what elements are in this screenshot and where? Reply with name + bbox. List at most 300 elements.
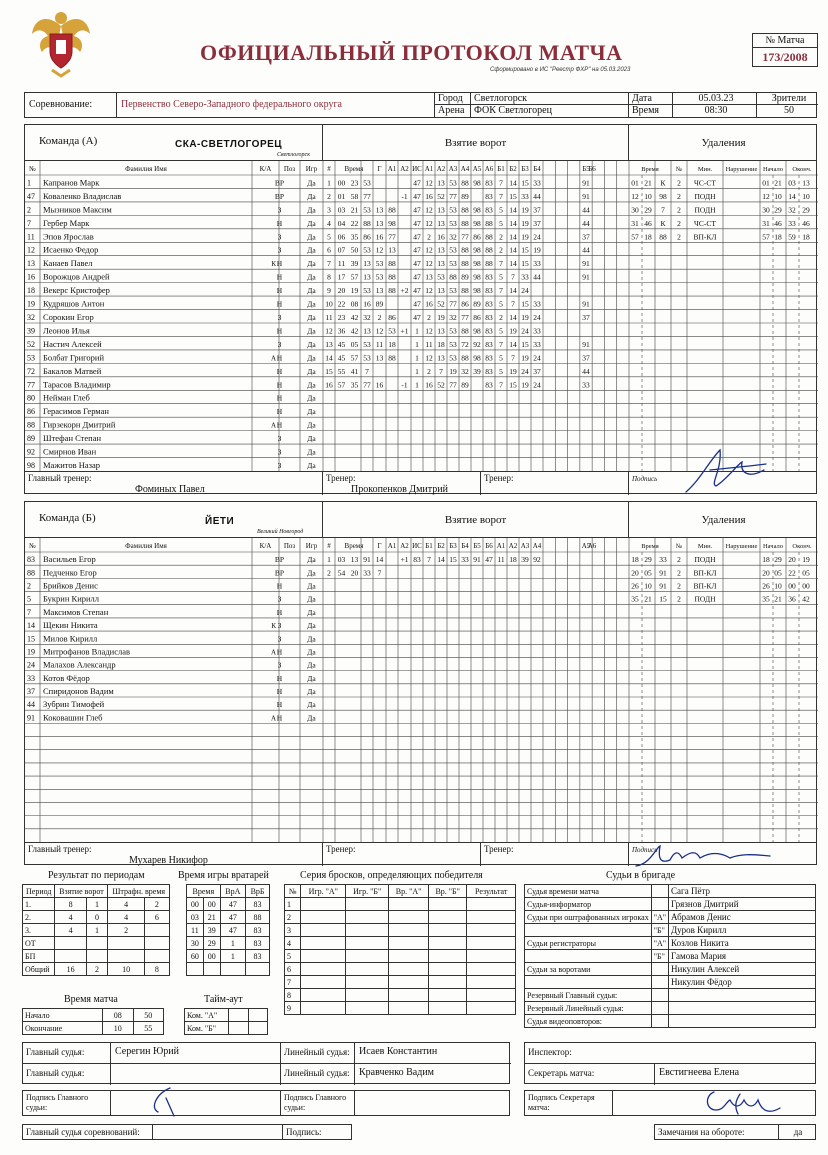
team-a-goal-cell: 88 [461, 178, 469, 188]
team-a-goal-cell: 19 [509, 366, 517, 376]
team-a-player-number: 39 [27, 326, 35, 336]
team-a-goal-cell: 13 [437, 259, 445, 269]
team-a-goal-cell: 1 [415, 326, 419, 336]
team-b-goal-col-header: А6 [587, 542, 597, 550]
team-a-player-plays: Да [307, 245, 316, 255]
shootout-cell [467, 911, 516, 924]
team-a-penalty-cell: 33 [788, 218, 796, 228]
ref-signatures-box [22, 1090, 510, 1116]
team-b-penalty-cell: 18 [631, 555, 639, 565]
team-a-goal-cell: 11 [325, 313, 333, 322]
team-b-penalties-title: Удаления [701, 514, 746, 526]
team-a-goal-cell: 12 [425, 218, 433, 228]
team-a-penalty-cell: 30 [762, 205, 770, 215]
team-a-goal-cell: 77 [388, 232, 396, 242]
team-a-goal-cell: 88 [461, 218, 469, 228]
team-a-player-number: 86 [27, 407, 35, 417]
team-a-goals-title: Взятие ворот [444, 137, 507, 149]
team-a-pen-col-header: Оконч. [792, 166, 812, 173]
team-b-goal-col-header: ИС [412, 542, 422, 550]
team-a-goal-cell: 7 [365, 366, 369, 376]
team-a-goal-cell: 15 [521, 245, 529, 255]
team-a-penalty-cell: 46 [644, 218, 652, 228]
team-b-player-col-header: Фамилия Имя [125, 542, 167, 550]
team-b-player-plays: Да [307, 581, 316, 591]
team-a-goal-cell: 7 [499, 339, 503, 349]
team-a-player-name: Сорокин Егор [43, 312, 94, 322]
shootout-col-header: Результат [467, 885, 516, 898]
team-a-goal-cell: 88 [388, 272, 396, 282]
team-a-goal-cell: 88 [461, 245, 469, 255]
team-a-goal-cell: 12 [425, 205, 433, 215]
team-b-penalty-cell: 15 [659, 594, 667, 604]
team-a-goal-cell: 14 [509, 245, 517, 255]
team-a-goal-cell: 1 [415, 380, 419, 390]
goalie-row [187, 924, 270, 937]
team-a-player-plays: Да [307, 461, 316, 470]
team-b-player-number: 37 [27, 687, 35, 696]
team-a-coach2-label: Тренер: [484, 473, 514, 483]
goalie-cell: 47 [220, 924, 245, 937]
sign-main-ref-cell [111, 1091, 281, 1115]
team-b-player-number: 5 [27, 594, 31, 604]
match-time-table [22, 1008, 164, 1035]
team-b-player-plays: Да [307, 621, 316, 631]
team-b-goal-cell: 54 [337, 568, 346, 578]
team-a-penalty-cell: 57 [762, 232, 770, 242]
shootout-cell [301, 911, 346, 924]
team-b-goal-col-header: А1 [387, 542, 397, 550]
team-b-penalty-cell: 19 [802, 555, 810, 565]
team-b-penalty-cell: 05 [774, 568, 782, 578]
team-a-goal-cell: 5 [499, 326, 503, 336]
team-a-goal-cell: 19 [521, 353, 529, 363]
team-a-goal-cell: 89 [461, 272, 469, 282]
team-b-penalty-cell: 35 [762, 594, 770, 604]
match-number-label: № Матча [753, 34, 817, 48]
team-a-player-name: Капранов Марк [43, 177, 100, 188]
team-a-goal-cell: 47 [413, 178, 421, 188]
team-b-player-role: А [270, 714, 276, 723]
team-a-player-role: А [270, 421, 276, 430]
team-a-player-name: Кудряшов Антон [43, 298, 105, 309]
team-b-coach-label: Тренер: [326, 844, 356, 854]
arena-value: ФОК Светлогорец [474, 105, 552, 116]
team-b-player-position: ВР [274, 555, 285, 565]
shootout-cell: 3 [285, 924, 301, 937]
goalie-col-header: ВрА [220, 885, 245, 898]
periods-cell: 1. [23, 898, 55, 911]
periods-row [23, 924, 170, 937]
team-a-goal-col-header: А6 [484, 165, 494, 173]
team-a-goal-cell: 88 [363, 218, 371, 228]
team-a-goal-cell: 5 [499, 353, 503, 363]
logo-player [56, 40, 66, 54]
team-a-goal-cell: 89 [375, 299, 384, 309]
team-a-player-plays: Да [307, 313, 316, 322]
goalie-cell: 83 [246, 950, 270, 963]
periods-cell [144, 924, 169, 937]
team-b-player-position: З [277, 621, 282, 631]
shootout-cell [346, 963, 389, 976]
goalie-cell: 83 [246, 898, 270, 911]
team-b-player-number: 19 [27, 647, 35, 657]
team-a-goal-cell: 89 [473, 299, 481, 309]
team-b-pen-col-header: Нарушение [725, 543, 758, 550]
team-a-player-plays: Да [307, 366, 316, 376]
team-a-goal-cell: 33 [533, 299, 541, 309]
team-b-name: ЙЕТИ [205, 516, 235, 527]
team-b-penalty-cell: ВП-КЛ [693, 568, 717, 578]
team-b-penalty-cell: 91 [659, 568, 667, 578]
time-value: 08:30 [704, 105, 728, 116]
team-b-player-role: К [271, 622, 276, 631]
periods-cell: 6 [144, 911, 169, 924]
match-time-title: Время матча [64, 994, 118, 1005]
team-a-goal-cell: 7 [511, 353, 515, 363]
linesman1-label: Линейный судья: [281, 1043, 355, 1064]
secretary-name: Евстигнеева Елена [659, 1067, 740, 1078]
shootout-row [285, 1002, 516, 1015]
team-a-goal-cell: 1 [415, 353, 419, 363]
goalie-cell: 83 [246, 924, 270, 937]
team-b-player-number: 83 [27, 555, 35, 565]
shootout-cell [467, 976, 516, 989]
team-a-goal-cell: 15 [509, 191, 517, 201]
city-arena-values [471, 93, 629, 117]
team-a-goal-cell: 33 [521, 272, 529, 282]
team-a-goal-cell: 05 [350, 339, 359, 349]
periods-cell: 0 [86, 911, 108, 924]
sign-secretary-label: Подпись Секретаря матча: [525, 1091, 613, 1115]
shootout-col-header: Вр. "А" [389, 885, 429, 898]
team-b-goal-col-header: А4 [532, 542, 542, 550]
sign-main-ref-label: Подпись Главного судьи: [23, 1091, 111, 1115]
team-b-goal-cell: 91 [473, 555, 481, 565]
team-b-penalty-cell: 05 [802, 568, 810, 578]
team-a-goal-cell: 77 [449, 191, 457, 201]
team-b-penalty-cell: 22 [788, 568, 796, 578]
team-a-goal-cell: 83 [485, 205, 493, 215]
team-a-goal-cell: 5 [499, 205, 503, 215]
brigade-row [525, 898, 816, 911]
team-a-player-number: 19 [27, 299, 35, 309]
team-a-goal-cell: 53 [449, 178, 457, 188]
brigade-side: "Б" [651, 950, 668, 963]
team-a-goal-cell: 72 [461, 339, 469, 349]
team-a-goal-cell: 13 [363, 326, 371, 336]
city-label: Город [435, 93, 470, 105]
team-a-player-position: З [277, 232, 282, 242]
team-b-player-number: 44 [27, 700, 35, 710]
team-a-player-plays: Да [307, 326, 316, 336]
shootout-cell [467, 963, 516, 976]
team-a-goal-cell: 2 [499, 313, 503, 322]
team-a-goal-cell: 24 [533, 353, 541, 363]
brigade-name: Грязнов Дмитрий [669, 898, 816, 911]
team-b-goal-cell: 7 [427, 555, 431, 565]
periods-cell: БП [23, 950, 55, 963]
periods-col-header: Взятие ворот [55, 885, 108, 898]
brigade-name [669, 1015, 816, 1028]
team-a-goal-cell: 5 [499, 218, 503, 228]
team-a-goal-cell: 86 [363, 232, 371, 242]
team-a-goal-cell: 9 [327, 286, 331, 296]
team-a-player-plays: Да [307, 286, 316, 296]
team-a-goal-cell: 2 [377, 313, 382, 322]
team-a-head-coach-cell [25, 472, 323, 495]
team-a-goal-cell: 15 [521, 339, 529, 349]
team-a-goal-cell: 86 [388, 313, 396, 322]
team-a-pen-title-cell [629, 125, 818, 160]
team-a-goal-col-header: Б5 [582, 165, 590, 173]
team-a-goal-cell: 44 [533, 272, 541, 282]
team-a-goal-cell: 37 [533, 366, 541, 376]
periods-cell [86, 950, 108, 963]
team-a-goal-cell: 14 [509, 286, 517, 296]
team-b-pen-title-cell [629, 502, 818, 537]
brigade-row [525, 1015, 816, 1028]
team-a-goal-col-header: Б1 [497, 165, 505, 173]
team-a-penalty-cell: ПОДН [694, 205, 716, 215]
team-b-goal-col-header: Б6 [485, 542, 493, 550]
team-b-goal-cell: 47 [485, 555, 493, 565]
team-a-goal-cell: 13 [437, 218, 445, 228]
team-b-goal-col-header: Б3 [449, 542, 457, 550]
team-a-goal-cell: 53 [363, 245, 371, 255]
team-a-goal-cell: 57 [337, 380, 346, 390]
team-a-player-position: З [277, 339, 282, 349]
team-a-player-number: 47 [27, 191, 35, 201]
team-b-goal-col-header: А5 [581, 542, 591, 550]
spectators-label: Зрители [757, 93, 818, 105]
brigade-role [525, 950, 652, 963]
team-a-section [24, 124, 817, 494]
team-a-goal-cell: 13 [437, 286, 445, 296]
team-a-goal-cell: 53 [449, 259, 457, 269]
goalie-cell [220, 963, 245, 976]
team-a-goal-cell: 53 [363, 353, 371, 363]
goalie-cell: 30 [187, 937, 204, 950]
team-a-player-plays: Да [307, 272, 316, 282]
team-a-goal-cell: 88 [485, 218, 493, 228]
brigade-role: Судьи за воротами [525, 963, 652, 976]
periods-cell [144, 950, 169, 963]
brigade-row [525, 976, 816, 989]
team-a-player-name: Гербер Марк [43, 217, 90, 228]
team-a-goal-cell: 12 [375, 245, 384, 255]
team-b-player-col-header: К/А [259, 542, 272, 550]
team-a-goal-cell: 06 [337, 232, 346, 242]
team-b-player-name: Букрин Кирилл [43, 593, 100, 604]
team-a-goal-cell: 4 [327, 218, 331, 228]
team-a-player-position: Н [276, 259, 283, 269]
team-b-goal-cell: 14 [437, 555, 445, 565]
team-a-player-name: Векерс Кристофер [43, 285, 110, 296]
team-a-pen-col-header: Время [641, 166, 659, 173]
team-b-player-number: 15 [27, 634, 35, 644]
team-a-goal-cell: 19 [509, 326, 517, 336]
team-a-goal-cell: 41 [350, 366, 359, 376]
brigade-row [525, 924, 816, 937]
team-a-goal-cell: 88 [388, 353, 396, 363]
shootout-cell: 4 [285, 937, 301, 950]
team-a-goal-cell: 11 [337, 259, 346, 269]
team-a-coach: Прокопенков Дмитрий [351, 484, 448, 495]
team-a-goal-cell: 77 [363, 380, 371, 390]
shootout-cell [389, 950, 429, 963]
team-a-goal-col-header: Б6 [588, 165, 596, 173]
team-b-player-name: Щекин Никита [43, 620, 98, 631]
team-a-goal-cell: 6 [327, 245, 331, 255]
match-number: 173/2008 [762, 50, 808, 64]
team-a-goal-cell: 37 [533, 205, 541, 215]
periods-table [22, 884, 170, 976]
team-b-player-plays: Да [307, 713, 316, 723]
periods-cell: 2. [23, 911, 55, 924]
team-a-goal-cell: 57 [350, 272, 359, 282]
team-a-goal-cell: 37 [582, 353, 590, 363]
team-a-player-position: З [277, 447, 282, 457]
team-a-goal-cell: 88 [388, 259, 396, 269]
match-info-row [24, 92, 817, 118]
team-a-goal-cell: 7 [499, 259, 503, 269]
team-b-player-name: Милов Кирилл [43, 633, 98, 644]
team-b-pen-col-header: Оконч. [792, 543, 812, 550]
team-a-goal-cell: 98 [473, 178, 481, 188]
shootout-row [285, 924, 516, 937]
team-b-goal-col-header: А2 [400, 542, 409, 550]
team-a-penalty-cell: К [660, 178, 666, 188]
team-a-goal-cell: 14 [509, 313, 517, 322]
goalie-row [187, 911, 270, 924]
team-a-goal-cell: 08 [350, 299, 359, 309]
team-a-player-number: 77 [27, 380, 35, 390]
team-a-penalty-cell: 57 [631, 232, 639, 242]
goalie-cell: 00 [187, 898, 204, 911]
brigade-table [524, 884, 816, 1028]
main-ref-signature [140, 1084, 184, 1120]
team-a-goal-cell: 89 [461, 380, 469, 390]
team-b-name-cell [25, 502, 323, 537]
team-a-goal-cell: 33 [533, 178, 541, 188]
team-a-player-number: 92 [27, 447, 35, 457]
team-a-goal-cell: 13 [363, 272, 371, 282]
logo-crown [55, 12, 67, 24]
team-b-penalty-cell: 18 [762, 555, 770, 565]
shootout-cell [429, 950, 467, 963]
team-a-goal-cell: 91 [582, 299, 590, 309]
team-a-goal-cell: 19 [521, 218, 529, 228]
team-a-goal-cell: 01 [337, 191, 346, 201]
team-b-goal-cell: 14 [375, 555, 384, 565]
team-a-goal-cell: 23 [337, 313, 346, 322]
goalie-cell: 88 [246, 911, 270, 924]
shootout-cell [467, 937, 516, 950]
competition-label: Соревнование: [29, 99, 93, 110]
team-a-goal-cell: 52 [437, 380, 445, 390]
brigade-role: Судьи при оштрафованных игроках [525, 911, 652, 924]
team-a-goal-cell: 13 [375, 205, 384, 215]
team-a-player-number: 89 [27, 434, 35, 444]
periods-cell [55, 937, 86, 950]
team-a-goal-cell: 88 [461, 353, 469, 363]
team-a-goal-cell: 12 [425, 259, 433, 269]
team-a-player-plays: Да [307, 191, 316, 201]
team-a-goal-cell: 19 [521, 380, 529, 390]
goalie-row [187, 898, 270, 911]
remarks-label: Замечания на обороте: [655, 1125, 779, 1139]
team-a-header [25, 125, 816, 161]
team-a-goal-cell: 53 [363, 286, 371, 296]
date-time-labels [629, 93, 673, 117]
team-a-goal-cell: 16 [437, 232, 445, 242]
team-a-goal-cell: 15 [521, 259, 529, 269]
team-a-player-col-header: Поз [283, 165, 296, 173]
periods-cell [144, 937, 169, 950]
team-a-player-plays: Да [307, 178, 316, 188]
team-a-goal-cell: 44 [582, 366, 590, 376]
shootout-cell [429, 911, 467, 924]
team-a-goal-cell: +2 [400, 286, 409, 296]
team-a-player-role: К [271, 260, 276, 269]
team-a-player-name: Эпов Ярослав [43, 231, 94, 242]
team-a-player-plays: Да [307, 205, 316, 215]
team-a-player-plays: Да [307, 393, 316, 403]
team-a-goal-cell: 86 [473, 313, 481, 322]
team-b-penalty-cell: 00 [788, 581, 796, 591]
periods-row [23, 950, 170, 963]
team-a-goal-cell: 83 [485, 272, 493, 282]
shootout-cell: 2 [285, 911, 301, 924]
team-a-player-number: 12 [27, 245, 35, 255]
brigade-side [651, 989, 668, 1002]
team-a-goal-cell: 37 [582, 313, 590, 322]
goalie-cell [187, 963, 204, 976]
team-a-player-position: Н [276, 326, 283, 336]
team-a-player-name: Бакалов Матвей [43, 365, 102, 376]
shootout-cell [346, 1002, 389, 1015]
main-ref-name: Серегин Юрий [111, 1043, 281, 1064]
inspector-label: Инспектор: [525, 1043, 815, 1064]
team-b-player-plays: Да [307, 700, 316, 710]
team-a-goal-cell: 13 [375, 218, 384, 228]
shootout-cell: 1 [285, 898, 301, 911]
periods-cell: 4 [108, 911, 144, 924]
team-a-player-position: Н [276, 299, 283, 309]
brigade-row [525, 963, 816, 976]
team-a-penalty-cell: 03 [788, 178, 796, 188]
team-a-penalty-cell: ЧС-СТ [694, 218, 716, 228]
team-b-goals-title-cell [323, 502, 629, 537]
team-a-goal-cell: 13 [325, 339, 333, 349]
periods-col-header: Штрафн. время [108, 885, 170, 898]
team-b-goal-cell: 20 [350, 568, 359, 578]
team-a-goal-cell: 24 [533, 313, 541, 322]
team-a-goal-cell: 98 [473, 259, 481, 269]
goalie-cell: 03 [187, 911, 204, 924]
team-a-goal-cell: 5 [499, 299, 503, 309]
shootout-cell [389, 911, 429, 924]
team-a-goal-cell: 98 [473, 205, 481, 215]
team-a-goal-cell: 91 [582, 178, 590, 188]
team-a-goal-cell: 88 [388, 205, 396, 215]
periods-cell [55, 950, 86, 963]
shootout-cell: 9 [285, 1002, 301, 1015]
team-b-goal-cell: 18 [509, 555, 517, 565]
team-a-goal-cell: 77 [449, 380, 457, 390]
team-a-goal-cell: 8 [327, 272, 331, 282]
